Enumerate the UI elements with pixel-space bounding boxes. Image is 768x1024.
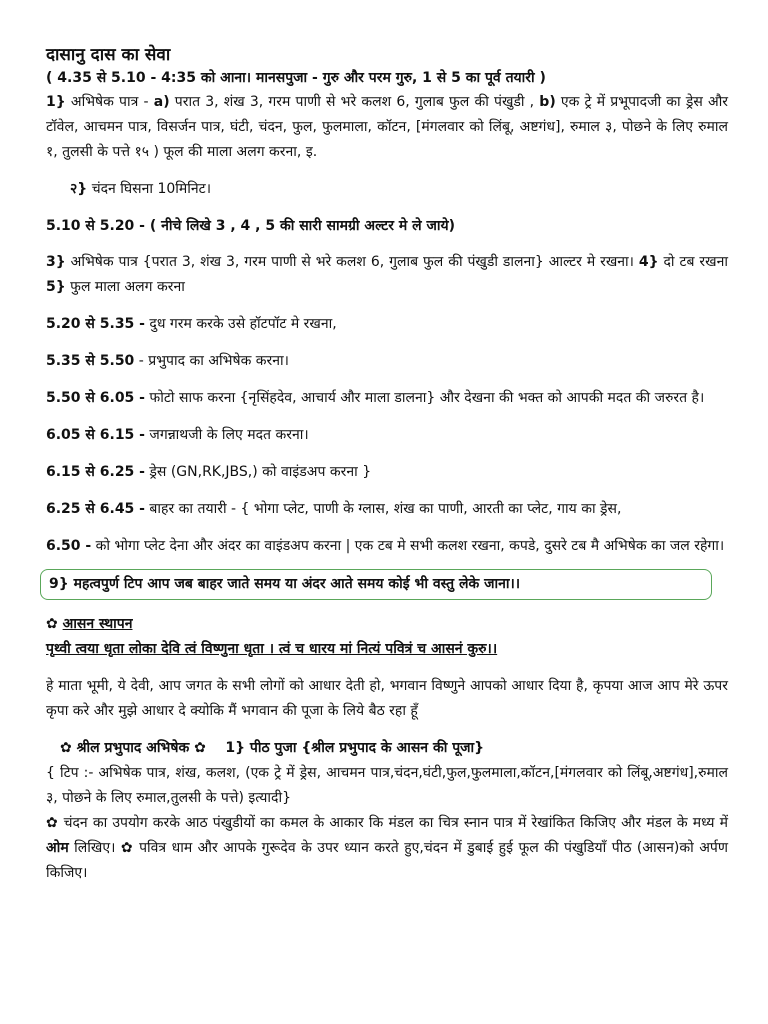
step-1-paragraph: 1} अभिषेक पात्र - a) परात 3, शंख 3, गरम पाणी से भरे कलश 6, गुलाब फुल की पंखुडी , b) एक ट्रे में प्रभूपादजी का ड्रेस और टॉवेल, आचमन पात्र, विसर्जन पात्र, घंटी, चंदन, फुल, फुलमाला, कॉटन, [मंगलवार को लिंबू, अष्टगंध], रुमाल ३, पोछने के लिए रुमाल १, तुलसी के पत्ते १५ ) फूल की माला अलग करना, इ. (46, 94, 729, 160)
time-slot-550: 5.50 से 6.05 - फोटो साफ करना {नृसिंहदेव, आचार्य और माला डालना} और देखना की भक्त को आपकी मदत की जरुरत है। (46, 390, 705, 406)
time-slot-605: 6.05 से 6.15 - जगन्नाथजी के लिए मदत करना। (46, 427, 309, 443)
chandan-instruction: ✿ चंदन का उपयोग करके आठ पंखुडीयों का कमल के आकार कि मंडल का चित्र स्नान पात्र में रेखांकित किजिए और मंडल के मध्य में ओम लिखिए। ✿ पवित्र धाम और आपके गुरूदेव के उपर ध्यान करते हुए,चंदन में डुबाई हुई फूल की पंखुडियाँ पीठ (आसन)को अर्पण किजिए। (46, 815, 729, 881)
asan-mantra: पृथ्वी त्वया धृता लोका देवि त्वं विष्णुना धृता । त्वं च धारय मां नित्यं पवित्रं च आसनं कुरु।। (46, 641, 498, 657)
time-slot-535: 5.35 से 5.50 - प्रभुपाद का अभिषेक करना। (46, 353, 289, 369)
page-title: दासानु दास का सेवा (46, 45, 171, 65)
step-2-paragraph: २} चंदन घिसना 10मिनिट। (70, 181, 212, 197)
time-slot-615: 6.15 से 6.25 - ड्रेस (GN,RK,JBS,) को वाइंडअप करना } (46, 464, 372, 480)
time-slot-510: 5.10 से 5.20 - ( नीचे लिखे 3 , 4 , 5 की सारी सामग्री अल्टर मे ले जाये) (46, 218, 455, 234)
schedule-subtitle: ( 4.35 से 5.10 - 4:35 को आना। मानसपुजा - गुरु और परम गुरु, 1 से 5 का पूर्व तयारी ) (46, 70, 546, 86)
abhishek-tip: { टिप :- अभिषेक पात्र, शंख, कलश, (एक ट्रे में ड्रेस, आचमन पात्र,चंदन,घंटी,फुल,फुलमाला,कॉटन,[मंगलवार को लिंबू,अष्टगंध],रुमाल ३, पोछने के लिए रुमाल,तुलसी के पत्ते) इत्यादी} (46, 765, 728, 806)
time-slot-625: 6.25 से 6.45 - बाहर का तयारी - { भोगा प्लेट, पाणी के ग्लास, शंख का पाणी, आरती का प्लेट, गाय का ड्रेस, (46, 501, 622, 517)
flower-icon: ✿ (60, 740, 72, 756)
step-3-5-paragraph: 3} अभिषेक पात्र {परात 3, शंख 3, गरम पाणी से भरे कलश 6, गुलाब फुल की पंखुडी डालना} आल्टर मे रखना। 4} दो टब रखना 5} फुल माला अलग करना (46, 254, 728, 295)
abhishek-heading: ✿ श्रील प्रभुपाद अभिषेक ✿ 1} पीठ पुजा {श्रील प्रभुपाद के आसन की पूजा} (60, 740, 485, 756)
time-slot-520: 5.20 से 5.35 - दुध गरम करके उसे हॉटपॉट मे रखना, (46, 316, 337, 332)
asan-meaning: हे माता भूमी, ये देवी, आप जगत के सभी लोगों को आधार देती हो, भगवान विष्णुने आपको आधार दिया है, कृपया आज आप मेरे ऊपर कृपा करे और मुझे आधार दे क्योकि मैं भगवान की पूजा के लिये बैठ रहा हूँ (46, 678, 728, 719)
flower-icon: ✿ (120, 840, 134, 856)
flower-icon: ✿ (46, 616, 58, 632)
asan-heading: ✿ आसन स्थापन (46, 616, 133, 632)
flower-icon: ✿ (194, 740, 206, 756)
important-tip-box: 9} महत्वपुर्ण टिप आप जब बाहर जाते समय या अंदर आते समय कोई भी वस्तु लेके जाना।। (40, 569, 712, 600)
time-slot-650: 6.50 - को भोगा प्लेट देना और अंदर का वाइंडअप करना | एक टब मे सभी कलश रखना, कपडे, दुसरे टब मै अभिषेक का जल रहेगा। (46, 538, 725, 554)
flower-icon: ✿ (46, 815, 59, 831)
step-number: 1} (46, 94, 66, 110)
